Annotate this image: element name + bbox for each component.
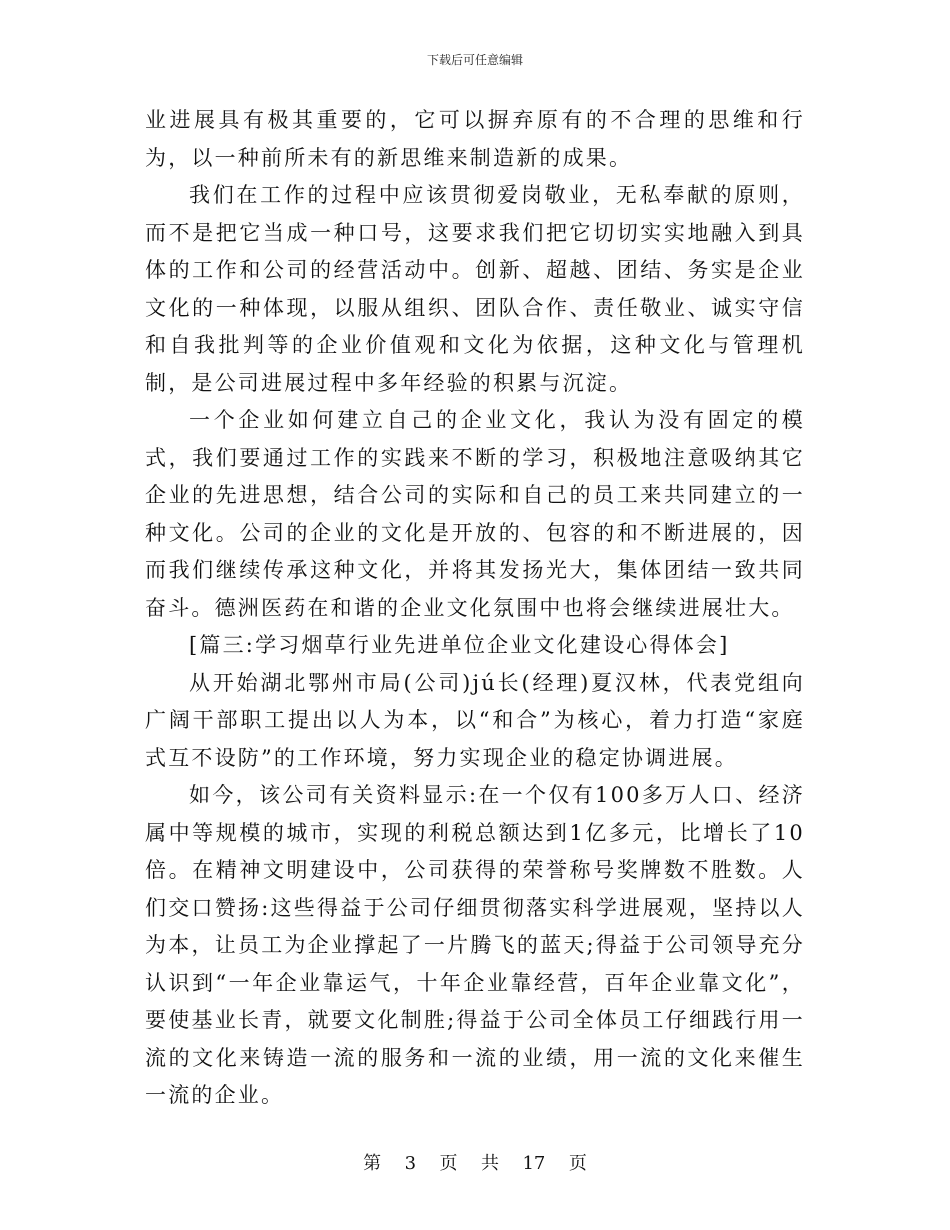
paragraph-continuation: 业进展具有极其重要的，它可以摒弃原有的不合理的思维和行为，以一种前所未有的新思维来制造新的成果。 bbox=[145, 108, 805, 170]
footer-page-word: 页 bbox=[439, 1153, 458, 1174]
footer-total-word: 共 bbox=[481, 1153, 499, 1174]
paragraph-ezhou-bureau: 从开始湖北鄂州市局(公司)jú长(经理)夏汉林，代表党组向广阔干部职工提出以人为本，以“和合”为核心，着力打造“家庭式互不设防”的工作环境，努力实现企业的稳定协调进展。 bbox=[145, 670, 805, 770]
section-heading: [篇三:学习烟草行业先进单位企业文化建设心得体会] bbox=[189, 633, 730, 657]
paragraph-work-principles: 我们在工作的过程中应该贯彻爱岗敬业，无私奉献的原则，而不是把它当成一种口号，这要求我们把它切切实实地融入到具体的工作和公司的经营活动中。创新、超越、团结、务实是企业文化的一种体现，以服从组织、团队合作、责任敬业、诚实守信和自我批判等的企业价值观和文化为依据，这种文化与管理机制，是公司进展过程中多年经验的积累与沉淀。 bbox=[145, 183, 805, 395]
footer-suffix: 页 bbox=[568, 1153, 587, 1174]
page-footer bbox=[0, 1152, 950, 1176]
paragraph-achievements: 如今，该公司有关资料显示:在一个仅有100多万人口、经济属中等规模的城市，实现的利税总额达到1亿多元，比增长了10倍。在精神文明建设中，公司获得的荣誉称号奖牌数不胜数。人们交口赞扬:这些得益于公司仔细贯彻落实科学进展观，坚持以人为本，让员工为企业撑起了一片腾飞的蓝天;得益于公司领导充分认识到“一年企业靠运气，十年企业靠经营，百年企业靠文化”，要使基业长青，就要文化制胜;得益于公司全体员工仔细践行用一流的文化来铸造一流的服务和一流的业绩，用一流的文化来催生一流的企业。 bbox=[145, 783, 805, 1107]
document-body bbox=[145, 102, 805, 1115]
page-number: 3 bbox=[404, 1153, 417, 1174]
total-pages: 17 bbox=[522, 1153, 546, 1174]
page-header: 下载后可任意编辑 bbox=[426, 53, 523, 67]
footer-prefix: 第 bbox=[363, 1153, 382, 1174]
paragraph-build-culture: 一个企业如何建立自己的企业文化，我认为没有固定的模式，我们要通过工作的实践来不断的学习，积极地注意吸纳其它企业的先进思想，结合公司的实际和自己的员工来共同建立的一种文化。公司的企业的文化是开放的、包容的和不断进展的，因而我们继续传承这种文化，并将其发扬光大，集体团结一致共同奋斗。德洲医药在和谐的企业文化氛围中也将会继续进展壮大。 bbox=[145, 408, 805, 620]
